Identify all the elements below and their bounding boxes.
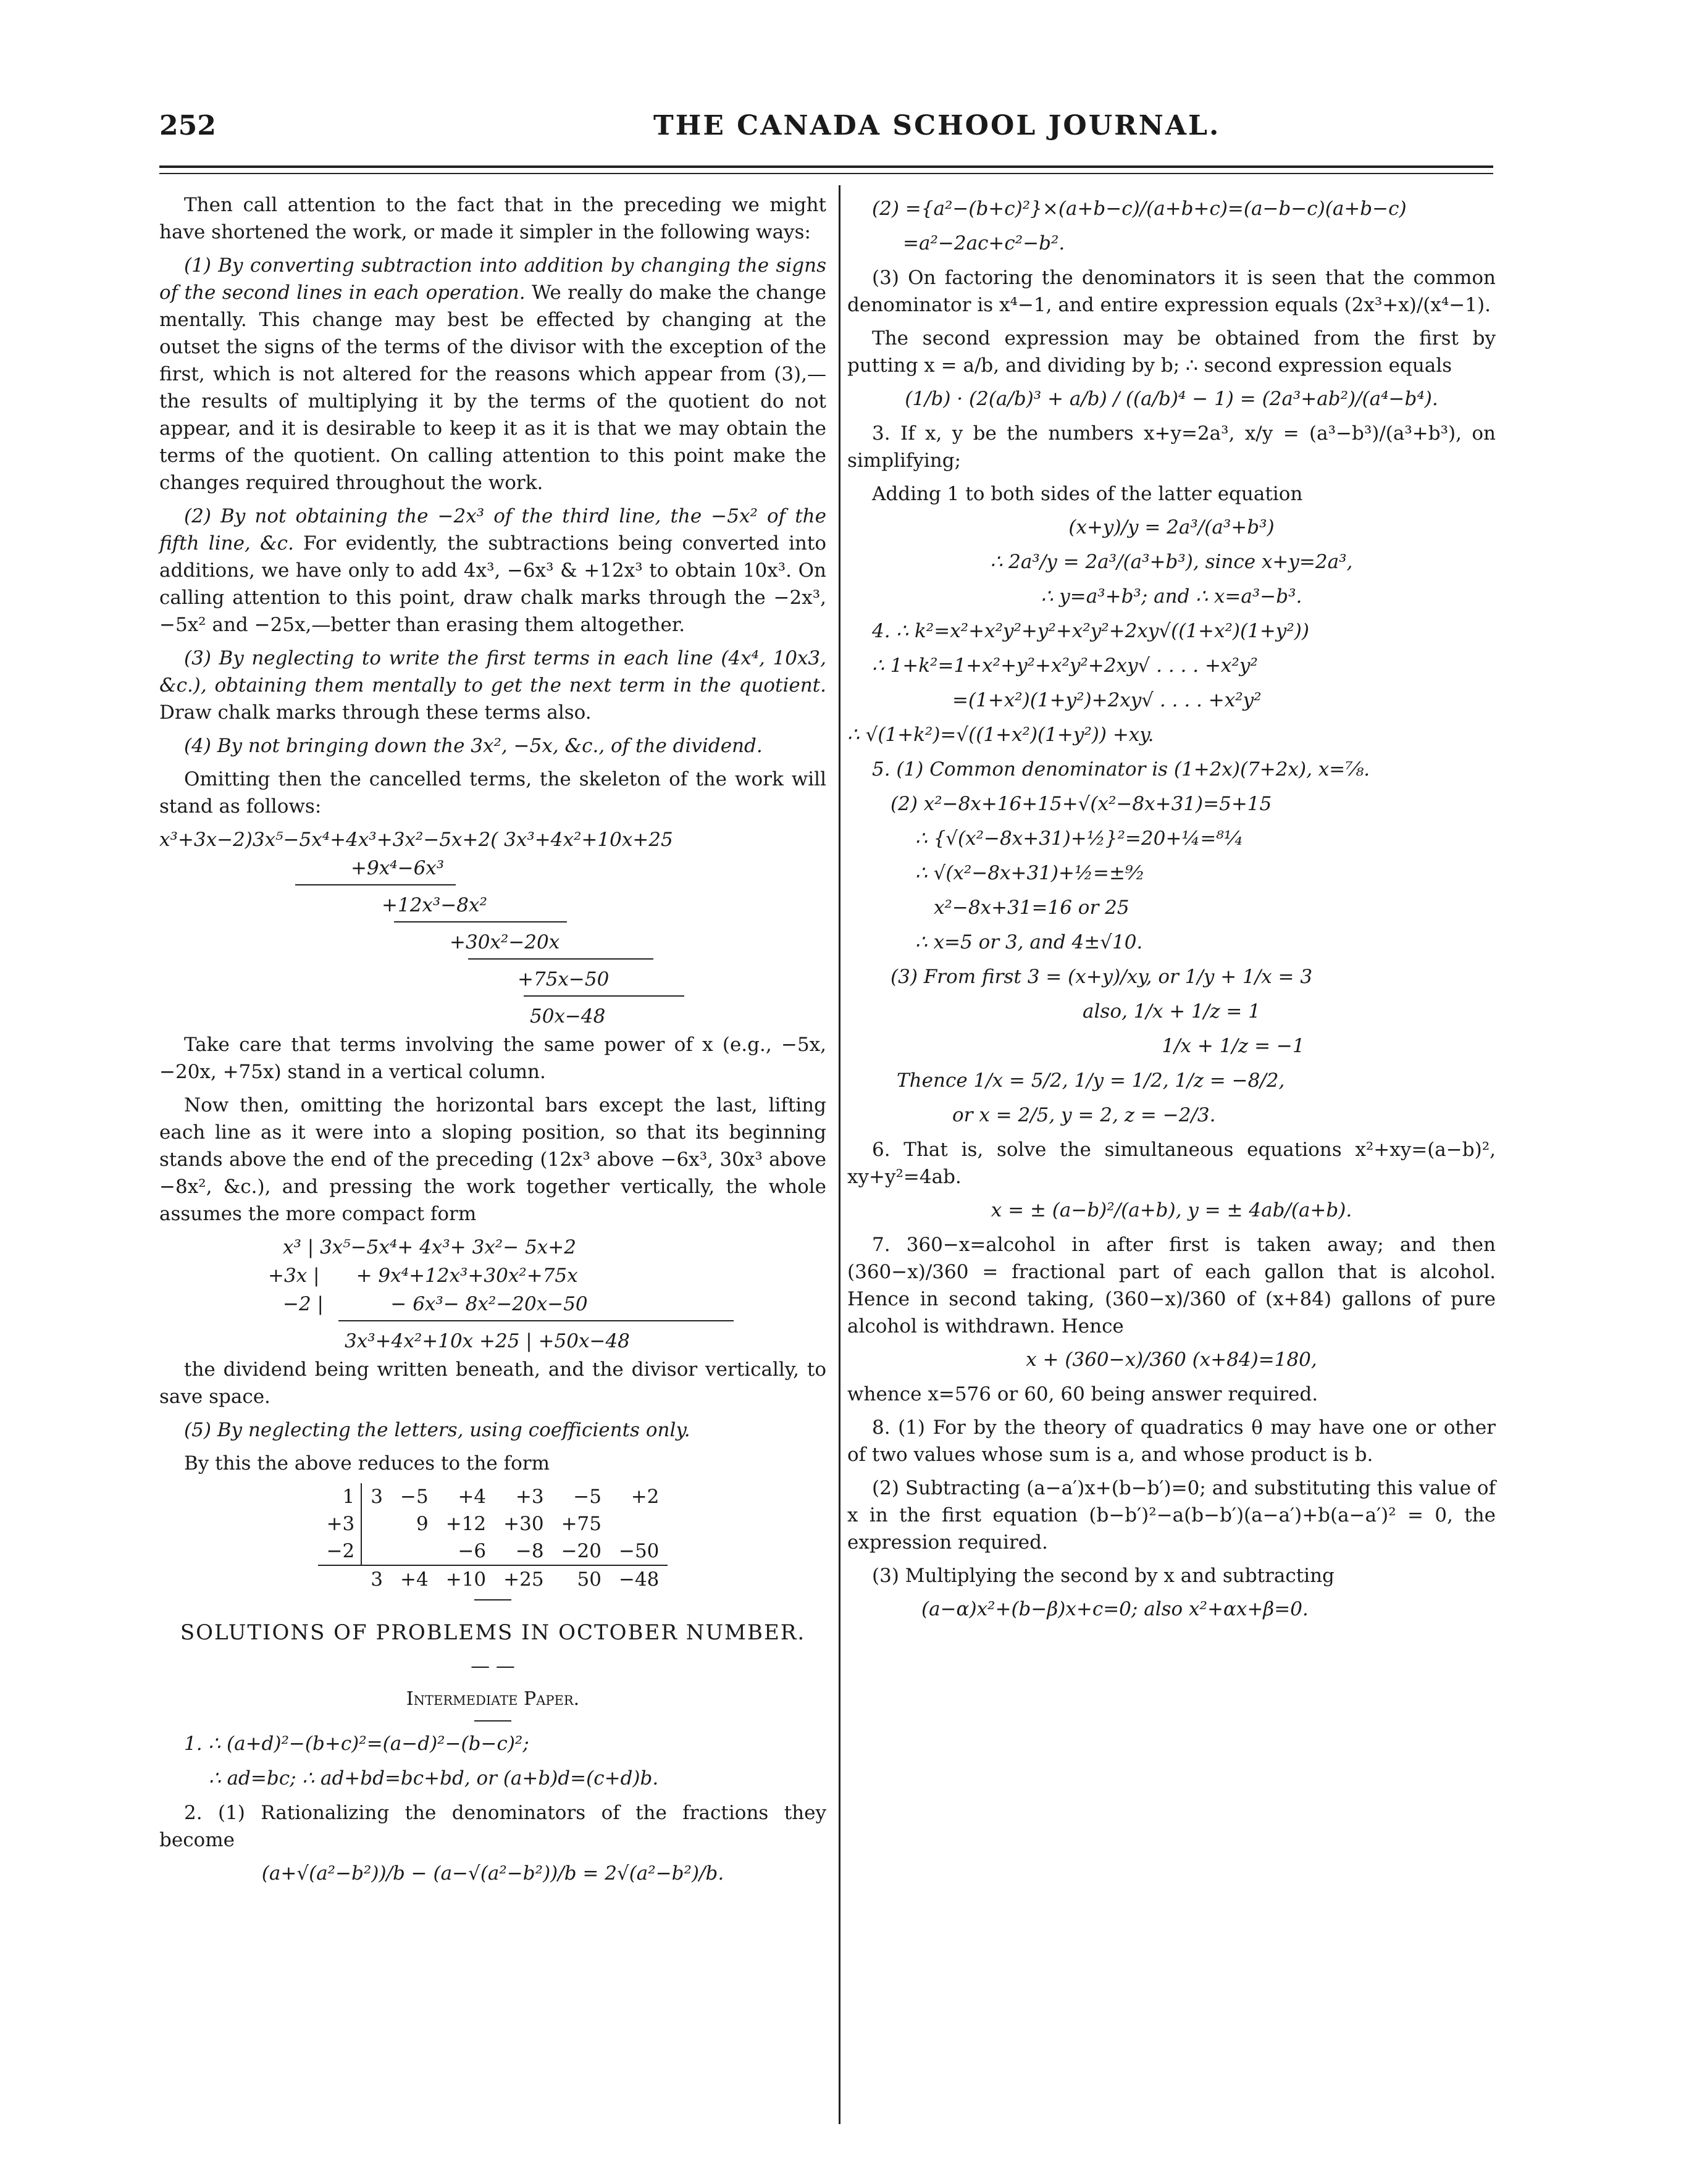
paragraph-text: We really do make the change mentally. This change may best be effected by changing at the outset the signs of the terms of the divisor with the exception of the first, which is not altered for the reasons which appear from (3),—the results of multiplying it by the terms of the quotient do not appear, and it is desirable to keep it as it is that we may obtain the terms of the quotient. On calling attention to this point make the changes required throughout the work.	[159, 282, 827, 494]
work-bar	[524, 995, 684, 997]
table-cell: +4	[392, 1565, 437, 1593]
paragraph-text: Draw chalk marks through these terms also.	[159, 701, 592, 724]
work-line: 3x³+4x²+10x +25 | +50x−48	[345, 1330, 630, 1352]
work-line: +75x−50	[518, 968, 610, 990]
paragraph: (3) On factoring the denominators it is seen that the common denominator is x⁴−1, and entire expression equals (2x³+x)/(x⁴−1).	[847, 267, 1496, 316]
work-line: +12x³−8x²	[382, 894, 487, 916]
paragraph: The second expression may be obtained from the first by putting x = a/b, and dividing by b; ∴ second expression equals	[847, 327, 1496, 377]
solution-line: ∴ √(x²−8x+31)+½=±⁹⁄₂	[915, 862, 1144, 884]
journal-title: THE CANADA SCHOOL JOURNAL.	[653, 110, 1221, 141]
table-cell: +2	[631, 1486, 660, 1508]
solution-math: (a+√(a²−b²))/b − (a−√(a²−b²))/b = 2√(a²−b²)/b.	[261, 1862, 724, 1885]
table-cell: −6	[458, 1540, 487, 1562]
table-cell: +75	[561, 1513, 601, 1535]
paragraph: By this the above reduces to the form	[184, 1452, 550, 1475]
table-cell: 3	[371, 1486, 383, 1508]
table-cell: −48	[610, 1565, 668, 1593]
table-cell: −20	[561, 1540, 601, 1562]
paragraph: 2. (1) Rationalizing the denominators of the fractions they become	[159, 1802, 826, 1851]
table-cell: +10	[437, 1565, 495, 1593]
paragraph: the dividend being written beneath, and the divisor vertically, to save space.	[159, 1358, 826, 1408]
solution-line: or x = 2/5, y = 2, z = −2/3.	[952, 1104, 1216, 1126]
table-cell	[318, 1565, 362, 1593]
division-work	[159, 826, 826, 1030]
paragraph: Take care that terms involving the same power of x (e.g., −5x, −20x, +75x) stand in a vertical column.	[159, 1034, 826, 1083]
paragraph: Omitting then the cancelled terms, the skeleton of the work will stand as follows:	[159, 768, 826, 818]
column-divider	[839, 185, 840, 2124]
work-bar	[468, 958, 653, 960]
solution-math: x + (360−x)/360 (x+84)=180,	[1026, 1349, 1317, 1371]
table-cell	[610, 1510, 668, 1538]
table-cell: +30	[503, 1513, 544, 1535]
solution-line: ∴ x=5 or 3, and 4±√10.	[915, 931, 1143, 953]
table-cell	[392, 1538, 437, 1565]
work-line: x³+3x−2)3x⁵−5x⁴+4x³+3x²−5x+2( 3x³+4x²+10x+25	[159, 829, 673, 851]
solution-line: (2) x²−8x+16+15+√(x²−8x+31)=5+15	[891, 793, 1272, 815]
header-rule	[159, 165, 1493, 168]
table-cell: −5	[573, 1486, 601, 1508]
paragraph: Now then, omitting the horizontal bars except the last, lifting each line as it were into a sloping position, so that its beginning stands above the end of the preceding (12x³ above −6x³, 30x³ above −8x², &c.), and pressing the work together vertically, the whole assumes the more compact form	[159, 1094, 826, 1225]
solution-math: 1/x + 1/z = −1	[1162, 1035, 1305, 1057]
work-bar	[338, 1320, 734, 1321]
coefficient-table	[318, 1483, 668, 1593]
paragraph: 8. (1) For by the theory of quadratics θ may have one or other of two values whose sum is a, and whose product is b.	[847, 1416, 1496, 1466]
paragraph-italic: (1) By converting subtraction into addition by changing the signs of the second lines in each operation.	[159, 254, 826, 304]
table-row	[318, 1510, 668, 1538]
solution-line: 4. ∴ k²=x²+x²y²+y²+x²y²+2xy√((1+x²)(1+y²))	[872, 620, 1309, 642]
solution-line: =a²−2ac+c²−b².	[903, 232, 1065, 254]
table-cell: 50	[553, 1565, 610, 1593]
solution-line: ∴ √(1+k²)=√((1+x²)(1+y²)) +xy.	[847, 724, 1154, 746]
paragraph	[159, 252, 826, 496]
work-line: −2 | − 6x³− 8x²−20x−50	[283, 1293, 588, 1315]
solution-line: (a−α)x²+(b−β)x+c=0; also x²+αx+β=0.	[921, 1598, 1309, 1620]
paragraph: 3. If x, y be the numbers x+y=2a³, x/y = (a³−b³)/(a³+b³), on simplifying;	[847, 422, 1496, 472]
table-cell: 3	[361, 1565, 392, 1593]
table-cell: +3	[515, 1486, 544, 1508]
solution-line: =(1+x²)(1+y²)+2xy√ . . . . +x²y²	[952, 689, 1262, 711]
solution-math: x = ± (a−b)²/(a+b), y = ± 4ab/(a+b).	[991, 1199, 1352, 1221]
work-line: +3x | + 9x⁴+12x³+30x²+75x	[268, 1265, 578, 1287]
work-line: x³ | 3x⁵−5x⁴+ 4x³+ 3x²− 5x+2	[283, 1236, 576, 1258]
paragraph: (4) By not bringing down the 3x², −5x, &c., of the dividend.	[184, 735, 763, 757]
paragraph: (5) By neglecting the letters, using coefficients only.	[184, 1419, 690, 1441]
header-rule-thin	[159, 173, 1493, 174]
work-line: 50x−48	[530, 1005, 606, 1027]
paragraph-italic: (2) By not obtaining the −2x³ of the third line, the −5x² of the fifth line, &c.	[159, 505, 826, 554]
work-line: +9x⁴−6x³	[351, 857, 445, 879]
table-cell: 1	[318, 1483, 362, 1510]
table-cell: −5	[400, 1486, 429, 1508]
right-column	[847, 191, 1496, 1630]
paragraph	[159, 503, 826, 638]
section-title: SOLUTIONS OF PROBLEMS IN OCTOBER NUMBER.	[180, 1620, 806, 1645]
solution-line: ∴ 1+k²=1+x²+y²+x²y²+2xy√ . . . . +x²y²	[872, 655, 1258, 677]
paragraph: 6. That is, solve the simultaneous equations x²+xy=(a−b)², xy+y²=4ab.	[847, 1139, 1496, 1188]
left-column	[159, 191, 826, 1894]
solution-line: Thence 1/x = 5/2, 1/y = 1/2, 1/z = −8/2,	[897, 1069, 1285, 1092]
page-number: 252	[159, 110, 216, 141]
solution-math: (1/b) · (2(a/b)³ + a/b) / ((a/b)⁴ − 1) = (2a³+ab²)/(a⁴−b⁴).	[905, 388, 1438, 410]
table-cell: +25	[495, 1565, 552, 1593]
table-cell: +12	[445, 1513, 487, 1535]
solution-line: (2) ={a²−(b+c)²}×(a+b−c)/(a+b+c)=(a−b−c)(a+b−c)	[872, 198, 1407, 220]
table-row	[318, 1483, 668, 1510]
paragraph: (2) Subtracting (a−a′)x+(b−b′)=0; and substituting this value of x in the first equation (b−b′)²−a(b−b′)(a−a′)+b(a−a′)² = 0, the expression required.	[847, 1477, 1496, 1554]
section-dash: — —	[471, 1655, 515, 1677]
table-cell: −50	[618, 1540, 660, 1562]
table-row	[318, 1538, 668, 1565]
paragraph: Adding 1 to both sides of the latter equation	[872, 483, 1303, 505]
page-header	[159, 110, 1493, 153]
subsection-title: Intermediate Paper.	[406, 1688, 580, 1710]
paragraph: Then call attention to the fact that in the preceding we might have shortened the work, or made it simpler in the following ways:	[159, 194, 826, 243]
table-row	[318, 1565, 668, 1593]
solution-math: also, 1/x + 1/z = 1	[1083, 1000, 1260, 1023]
paragraph: (3) Multiplying the second by x and subtracting	[872, 1565, 1335, 1587]
table-cell	[361, 1510, 392, 1538]
table-cell: +3	[318, 1510, 362, 1538]
table-cell	[361, 1538, 392, 1565]
solution-line: 1. ∴ (a+d)²−(b+c)²=(a−d)²−(b−c)²;	[184, 1733, 529, 1755]
solution-line: (3) From first 3 = (x+y)/xy, or 1/y + 1/x = 3	[891, 966, 1313, 988]
paragraph	[159, 645, 826, 726]
paragraph-text: For evidently, the subtractions being converted into additions, we have only to add 4x³, −6x³ & +12x³ to obtain 10x³. On calling attention to this point, draw chalk marks through the −2x³, −5x² and −25x,—better than erasing them altogether.	[159, 532, 826, 636]
solution-line: ∴ ad=bc; ∴ ad+bd=bc+bd, or (a+b)d=(c+d)b.	[209, 1767, 659, 1789]
subsection-rule	[474, 1720, 511, 1722]
compact-work	[159, 1234, 826, 1355]
solution-line: x²−8x+31=16 or 25	[934, 897, 1129, 919]
table-cell: −2	[318, 1538, 362, 1565]
paragraph: 7. 360−x=alcohol in after first is taken away; and then (360−x)/360 = fractional part of each gallon that is alcohol. Hence in second taking, (360−x)/360 of (x+84) gallons of pure alcohol is withdrawn. Hence	[847, 1234, 1496, 1337]
solution-math: ∴ y=a³+b³; and ∴ x=a³−b³.	[1041, 585, 1302, 608]
solution-line: 5. (1) Common denominator is (1+2x)(7+2x), x=⅞.	[872, 758, 1370, 780]
solution-math: (x+y)/y = 2a³/(a³+b³)	[1068, 516, 1275, 538]
work-bar	[394, 921, 567, 923]
section-rule	[474, 1599, 511, 1600]
work-bar	[295, 884, 456, 885]
paragraph: whence x=576 or 60, 60 being answer required.	[847, 1383, 1318, 1405]
work-line: +30x²−20x	[450, 931, 560, 953]
solution-math: ∴ 2a³/y = 2a³/(a³+b³), since x+y=2a³,	[990, 551, 1353, 573]
table-cell: −8	[515, 1540, 544, 1562]
table-cell: 9	[416, 1513, 429, 1535]
table-cell: +4	[458, 1486, 487, 1508]
paragraph-italic: (3) By neglecting to write the first terms in each line (4x⁴, 10x3, &c.), obtaining them mentally to get the next term in the quotient.	[159, 647, 826, 697]
solution-line: ∴ {√(x²−8x+31)+½}²=20+¼=⁸¹⁄₄	[915, 827, 1243, 850]
